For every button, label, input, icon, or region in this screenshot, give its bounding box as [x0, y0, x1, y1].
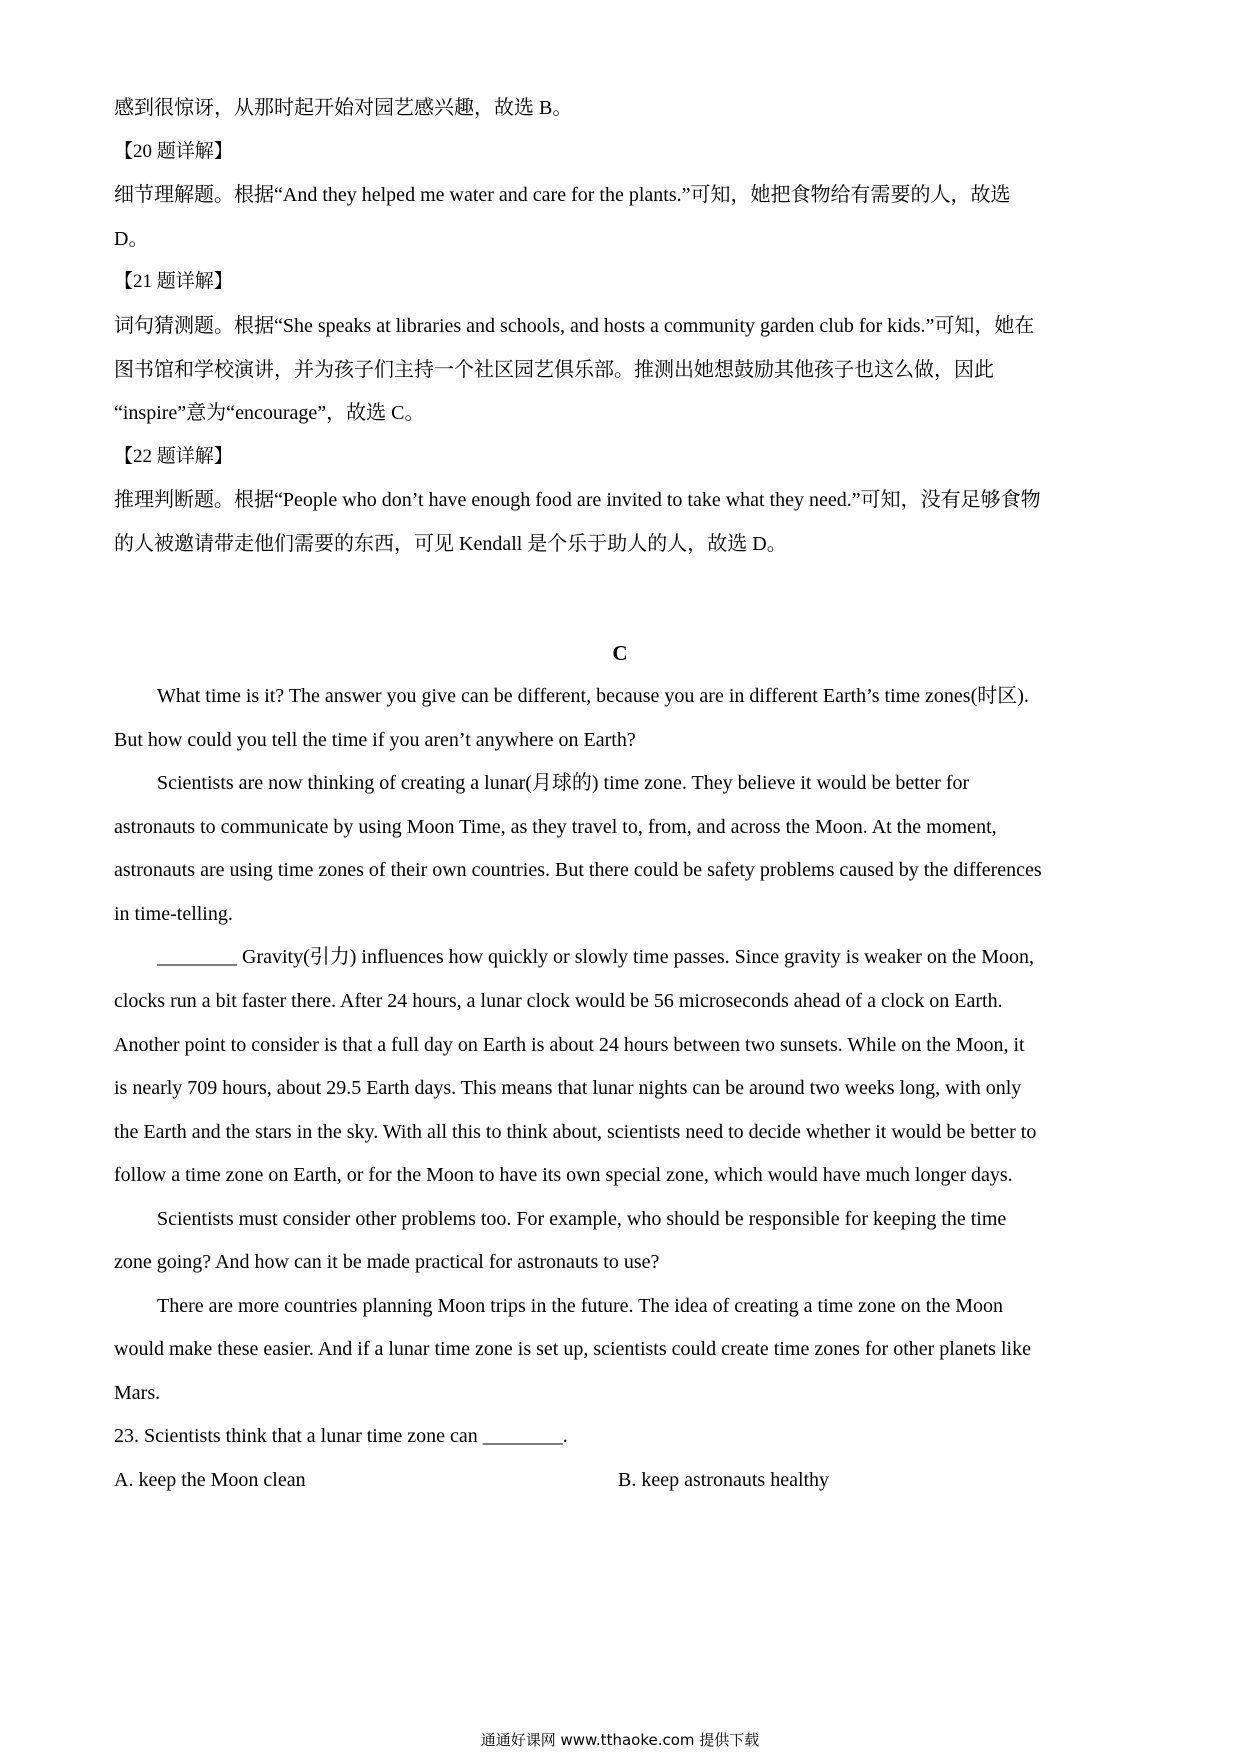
q20-explanation-line: 细节理解题。根据“And they helped me water and care for the plants.”可知，她把食物给有需要的人，故选 — [114, 184, 1011, 206]
q20-heading: 【20 题详解】 — [114, 141, 233, 162]
q22-explanation-line: 的人被邀请带走他们需要的东西，可见 Kendall 是个乐于助人的人，故选 D。 — [114, 533, 787, 555]
passage-line: What time is it? The answer you give can be different, because you are in different Earth’s time zones(时区). — [157, 685, 1029, 707]
footer-credit: 通通好课网 www.tthaoke.com 提供下载 — [480, 1731, 760, 1749]
passage-line: would make these easier. And if a lunar time zone is set up, scientists could create time zones for other planets like — [114, 1338, 1031, 1360]
option-b: B. keep astronauts healthy — [618, 1469, 830, 1491]
option-a: A. keep the Moon clean — [114, 1469, 306, 1491]
passage-line: follow a time zone on Earth, or for the Moon to have its own special zone, which would have much longer days. — [114, 1164, 1013, 1186]
passage-line: is nearly 709 hours, about 29.5 Earth days. This means that lunar nights can be around two weeks long, with only — [114, 1077, 1022, 1099]
passage-line: Another point to consider is that a full day on Earth is about 24 hours between two sunsets. While on the Moon, it — [114, 1034, 1025, 1056]
q20-explanation-line: D。 — [114, 228, 149, 250]
q21-heading: 【21 题详解】 — [114, 271, 233, 292]
passage-line: zone going? And how can it be made practical for astronauts to use? — [114, 1251, 660, 1273]
passage-line: in time-telling. — [114, 903, 233, 925]
q19-explanation-line: 感到很惊讶，从那时起开始对园艺感兴趣，故选 B。 — [114, 97, 573, 119]
question-stem: 23. Scientists think that a lunar time zone can ________. — [114, 1425, 568, 1447]
passage-title: C — [612, 641, 628, 665]
passage-line: the Earth and the stars in the sky. With all this to think about, scientists need to decide whether it would be better to — [114, 1121, 1037, 1143]
q21-explanation-line: 图书馆和学校演讲，并为孩子们主持一个社区园艺俱乐部。推测出她想鼓励其他孩子也这么做，因此 — [114, 359, 994, 381]
passage-line: But how could you tell the time if you aren’t anywhere on Earth? — [114, 729, 636, 751]
passage-line: clocks run a bit faster there. After 24 hours, a lunar clock would be 56 microseconds ahead of a clock on Earth. — [114, 990, 1003, 1012]
q22-explanation-line: 推理判断题。根据“People who don’t have enough food are invited to take what they need.”可知，没有足够食物 — [114, 489, 1041, 511]
passage-line: Scientists must consider other problems too. For example, who should be responsible for keeping the time — [157, 1208, 1007, 1230]
q21-explanation-line: “inspire”意为“encourage”，故选 C。 — [114, 402, 425, 424]
passage-line: There are more countries planning Moon trips in the future. The idea of creating a time zone on the Moon — [157, 1295, 1004, 1317]
q22-heading: 【22 题详解】 — [114, 446, 233, 467]
passage-line: astronauts to communicate by using Moon Time, as they travel to, from, and across the Moon. At the moment, — [114, 816, 997, 838]
passage-line: Scientists are now thinking of creating a lunar(月球的) time zone. They believe it would be better for — [157, 772, 970, 794]
passage-line: Mars. — [114, 1382, 161, 1404]
passage-line: ________ Gravity(引力) influences how quickly or slowly time passes. Since gravity is weaker on the Moon, — [157, 946, 1035, 968]
q21-explanation-line: 词句猜测题。根据“She speaks at libraries and schools, and hosts a community garden club for kids.”可知，她在 — [114, 315, 1035, 337]
passage-line: astronauts are using time zones of their own countries. But there could be safety problems caused by the differences — [114, 859, 1042, 881]
